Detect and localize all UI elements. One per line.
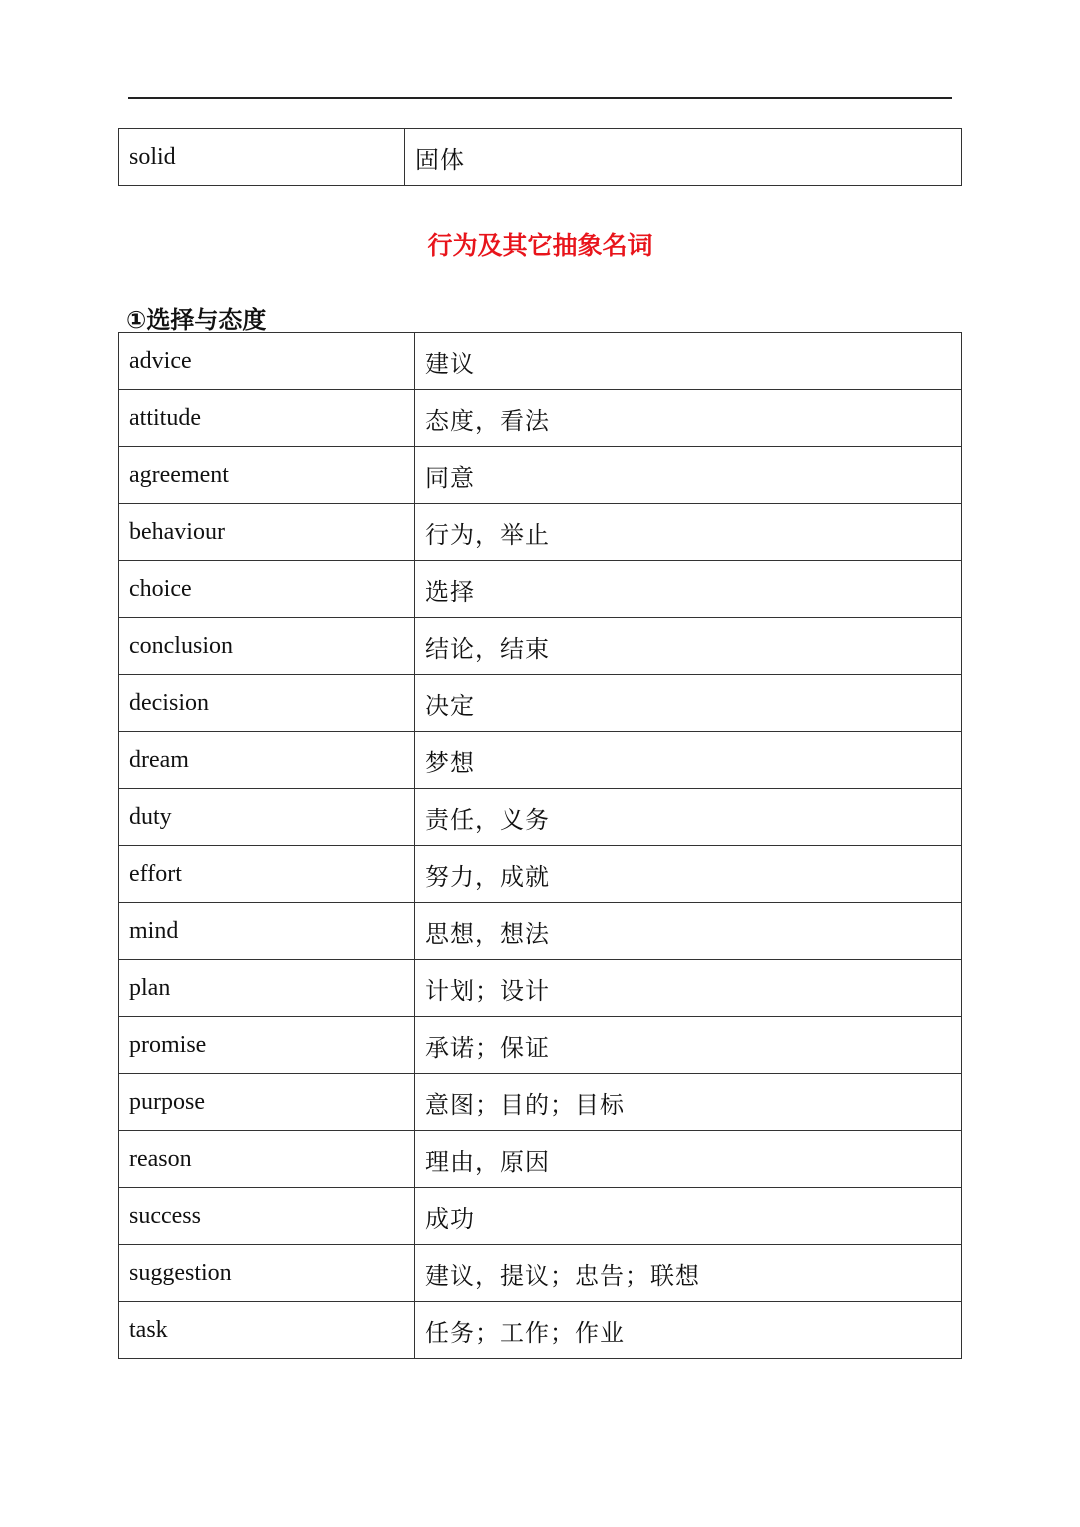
table-row: [119, 1188, 962, 1245]
english-word: behaviour: [119, 504, 415, 561]
chinese-meaning: 同意: [415, 447, 962, 504]
english-word: conclusion: [119, 618, 415, 675]
english-word: effort: [119, 846, 415, 903]
table-row: [119, 561, 962, 618]
table-row: [119, 675, 962, 732]
chinese-meaning: 承诺；保证: [415, 1017, 962, 1074]
english-word: agreement: [119, 447, 415, 504]
english-word: purpose: [119, 1074, 415, 1131]
english-word: advice: [119, 333, 415, 390]
table-row: [119, 732, 962, 789]
table-row: [119, 1074, 962, 1131]
chinese-meaning: 梦想: [415, 732, 962, 789]
chinese-meaning: 成功: [415, 1188, 962, 1245]
english-word: mind: [119, 903, 415, 960]
chinese-meaning: 建议，提议；忠告；联想: [415, 1245, 962, 1302]
subsection-heading: ①选择与态度: [126, 306, 267, 334]
chinese-meaning: 任务；工作；作业: [415, 1302, 962, 1359]
english-word: duty: [119, 789, 415, 846]
table-row: [119, 447, 962, 504]
english-word: reason: [119, 1131, 415, 1188]
table-row: [119, 1302, 962, 1359]
chinese-meaning: 选择: [415, 561, 962, 618]
table-row: [119, 618, 962, 675]
chinese-meaning: 计划；设计: [415, 960, 962, 1017]
english-word: decision: [119, 675, 415, 732]
table-row: [119, 333, 962, 390]
english-word: task: [119, 1302, 415, 1359]
table-row: [119, 129, 962, 186]
chinese-meaning: 意图；目的；目标: [415, 1074, 962, 1131]
english-word: suggestion: [119, 1245, 415, 1302]
vocab-table-top: [118, 128, 962, 186]
chinese-meaning: 努力，成就: [415, 846, 962, 903]
table-row: [119, 504, 962, 561]
chinese-meaning: 态度，看法: [415, 390, 962, 447]
chinese-meaning: 行为，举止: [415, 504, 962, 561]
vocab-table-main: [118, 332, 962, 1359]
table-row: [119, 1245, 962, 1302]
table-row: [119, 903, 962, 960]
table-row: [119, 789, 962, 846]
table-row: [119, 1131, 962, 1188]
chinese-meaning: 理由，原因: [415, 1131, 962, 1188]
english-word: promise: [119, 1017, 415, 1074]
english-word: plan: [119, 960, 415, 1017]
english-word: attitude: [119, 390, 415, 447]
header-rule: [128, 97, 952, 99]
chinese-meaning: 思想，想法: [415, 903, 962, 960]
chinese-meaning: 固体: [405, 129, 962, 186]
english-word: choice: [119, 561, 415, 618]
table-row: [119, 1017, 962, 1074]
chinese-meaning: 责任，义务: [415, 789, 962, 846]
table-row: [119, 390, 962, 447]
english-word: solid: [119, 129, 405, 186]
chinese-meaning: 建议: [415, 333, 962, 390]
chinese-meaning: 结论，结束: [415, 618, 962, 675]
english-word: dream: [119, 732, 415, 789]
chinese-meaning: 决定: [415, 675, 962, 732]
section-title: 行为及其它抽象名词: [427, 231, 653, 260]
table-row: [119, 846, 962, 903]
english-word: success: [119, 1188, 415, 1245]
table-row: [119, 960, 962, 1017]
